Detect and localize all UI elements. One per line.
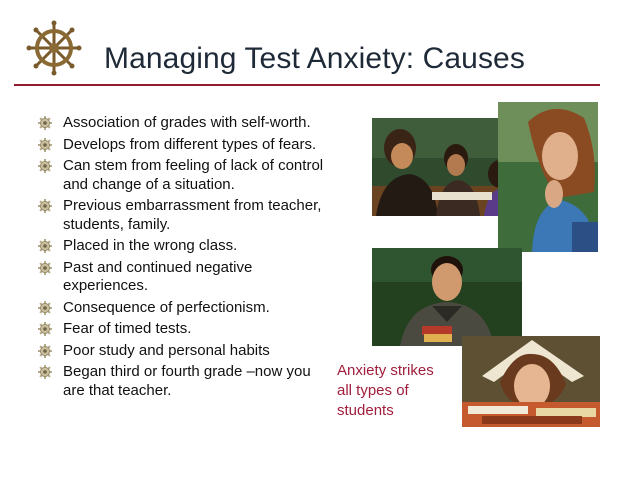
gear-bullet-icon: [38, 344, 52, 358]
gear-bullet-icon: [38, 301, 52, 315]
gear-bullet-icon: [38, 322, 52, 336]
gear-bullet-icon: [38, 116, 52, 130]
gear-bullet-icon: [38, 159, 52, 173]
photo-caption: Anxiety strikes all types of students: [337, 362, 434, 419]
gear-bullet-icon: [38, 239, 52, 253]
bullet-item: Association of grades with self-worth.: [38, 114, 328, 133]
gear-bullet-icon: [38, 261, 52, 275]
title-divider: [14, 84, 600, 86]
smiling-student-with-books-photo: [372, 248, 522, 346]
gear-bullet-icon: [38, 138, 52, 152]
stressed-girl-under-book-photo: [462, 336, 600, 427]
bullet-item: Fear of timed tests.: [38, 320, 328, 339]
bullet-item: Began third or fourth grade –now you are that teacher.: [38, 363, 328, 400]
slide-title: Managing Test Anxiety: Causes: [104, 42, 525, 75]
bullet-item: Past and continued negative experiences.: [38, 259, 328, 296]
bullet-item: Develops from different types of fears.: [38, 136, 328, 155]
girl-thinking-photo: [498, 102, 598, 252]
bullet-list: [38, 114, 328, 403]
bullet-item: Previous embarrassment from teacher, students, family.: [38, 197, 328, 234]
bullet-item: Placed in the wrong class.: [38, 237, 328, 256]
bullet-item: Consequence of perfectionism.: [38, 299, 328, 318]
ship-wheel-icon: [26, 20, 82, 76]
gear-bullet-icon: [38, 365, 52, 379]
bullet-item: Can stem from feeling of lack of control and change of a situation.: [38, 157, 328, 194]
bullet-item: Poor study and personal habits: [38, 342, 328, 361]
gear-bullet-icon: [38, 199, 52, 213]
